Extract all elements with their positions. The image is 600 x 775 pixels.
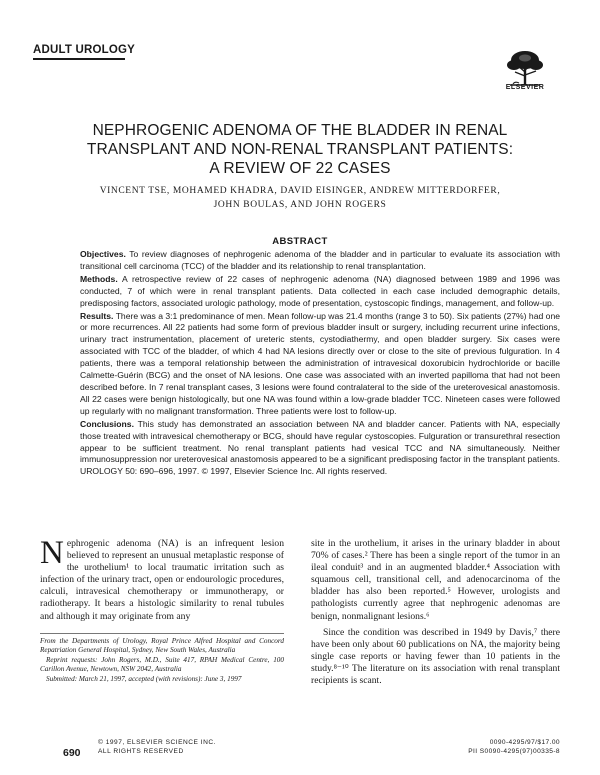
body-column-left	[40, 535, 284, 623]
results-text: There was a 3:1 predominance of men. Mean follow-up was 21.4 months (range 3 to 50). Six patients (27%) had one or more recurrences. All 22 patients had some form of previous bladder insult or surgery, including recurrent urine infections, urinary tract instrumentation, placement of ureteric stents, cystodiathermy, and open bladder surgery. Six cases were associated with TCC of the bladder, of which 4 had NA lesions directly over or close to the site of previous fulguration. In 4 patients, there was a temporal relationship between the administration of intravesical doxorubicin hydrochloride or bacille Calmette-Guérin (BCG) and the onset of NA lesions. One case was associated with an inverted papilloma that had not been described before. In 7 renal transplant cases, 3 lesions were found contralateral to the side of the ureterovesical anastomosis. All 22 cases were benign histologically, but one NA was found within a low-grade bladder TCC. Nineteen cases were followed up regularly with no malignant transformation. Three patients were lost to follow-up.	[80, 310, 561, 416]
drop-cap: N	[40, 535, 64, 571]
abstract-body	[80, 249, 560, 479]
objectives-label: Objectives.	[80, 249, 126, 259]
methods-text: A retrospective review of 22 cases of nephrogenic adenoma (NA) diagnosed between 1989 and 1996 was conducted, 7 of which were in renal transplant patients. Data collected in each case included demographic details, predisposing factors, associated urologic pathology, mode of presentation, cystoscopic findings, management, and follow-up.	[80, 273, 560, 308]
title-line: TRANSPLANT AND NON-RENAL TRANSPLANT PATIENTS:	[86, 141, 514, 158]
section-label: ADULT UROLOGY	[33, 44, 136, 56]
citation: UROLOGY 50: 690–696, 1997. © 1997, Elsevier Science Inc. All rights reserved.	[80, 466, 388, 477]
intro-paragraph	[40, 535, 284, 623]
conclusions-text: This study has demonstrated an association between NA and bladder cancer. Patients with NA, especially those treated with intravesical chemotherapy or BCG, should have regular cystoscopies. Fulguration or transurethral resection appear to be sufficient treatment. No renal transplant patients had vesical TCC and NA simultaneously. Neither immunosuppression nor ureterovesical anastomosis appeared to be a significant predisposing factor in the transplant patients.	[80, 418, 560, 465]
issn-price: 0090-4295/97/$17.00	[489, 739, 560, 746]
footnote-reprints: Reprint requests: John Rogers, M.D., Suite 417, RPAH Medical Centre, 100 Carillon Avenue, Newtown, NSW 2042, Australia	[40, 656, 284, 674]
methods-label: Methods.	[80, 273, 118, 284]
intro-text: ephrogenic adenoma (NA) is an infrequent lesion believed to represent an unusual metaplastic response of the urothelium¹ to local traumatic irritation such as infection of the urinary tract, open or endourologic procedures, calculi, intravesical chemotherapy or immunotherapy, or radiotherapy. It bears a histologic similarity to renal tubules and although it may originate from any	[40, 538, 284, 622]
abstract-heading: ABSTRACT	[272, 236, 328, 247]
page-number: 690	[63, 747, 81, 759]
copyright-notice	[98, 739, 216, 756]
copyright-line: © 1997, ELSEVIER SCIENCE INC.	[98, 739, 216, 746]
results-label: Results.	[80, 310, 114, 321]
abstract-methods	[80, 274, 560, 310]
footnotes	[40, 637, 284, 685]
publisher-name: ELSEVIER	[505, 84, 545, 91]
body-paragraph: site in the urothelium, it arises in the urinary bladder in about 70% of cases.² There has been a single report of the tumor in an ileal conduit³ and in an augmented bladder.⁴ Association with squamous cell, transitional cell, and adenocarcinoma of the bladder has also been reported.⁵ However, urologists and pathologists currently agree that nephrogenic adenomas are benign, nonmalignant lesions.⁶	[311, 538, 560, 622]
objectives-text: To review diagnoses of nephrogenic adenoma of the bladder and in particular to evaluate its association with transitional cell carcinoma (TCC) of the bladder and its relationship to renal transplantation.	[80, 249, 560, 271]
footnote-rule	[40, 633, 284, 634]
abstract-objectives	[80, 249, 560, 273]
article-title	[40, 121, 560, 178]
conclusions-label: Conclusions.	[80, 418, 134, 429]
body-paragraph: Since the condition was described in 1949 by Davis,⁷ there have been only about 60 publications on NA, the majority being single case reports or having fewer than 10 patients in the study.⁸⁻¹⁰ The literature on its association with renal transplant recipients is scant.	[311, 626, 560, 687]
footnote-submitted: Submitted: March 21, 1997, accepted (with revisions): June 3, 1997	[46, 675, 242, 684]
copyright-line: ALL RIGHTS RESERVED	[98, 747, 184, 755]
author-line: JOHN BOULAS, AND JOHN ROGERS	[213, 200, 387, 210]
section-rule	[33, 58, 125, 60]
body-column-right	[311, 538, 560, 687]
author-list	[60, 184, 540, 212]
title-line: NEPHROGENIC ADENOMA OF THE BLADDER IN RENAL	[92, 122, 508, 139]
abstract-results	[80, 311, 560, 418]
title-line: A REVIEW OF 22 CASES	[209, 160, 391, 177]
article-codes	[446, 739, 560, 756]
pii-code: PII S0090-4295(97)00335-8	[468, 747, 560, 755]
footnote-affiliation: From the Departments of Urology, Royal Prince Alfred Hospital and Concord Repatriation General Hospital, Sydney, New South Wales, Australia	[40, 637, 284, 655]
author-line: VINCENT TSE, MOHAMED KHADRA, DAVID EISINGER, ANDREW MITTERDORFER,	[99, 186, 501, 196]
abstract-conclusions	[80, 419, 560, 479]
